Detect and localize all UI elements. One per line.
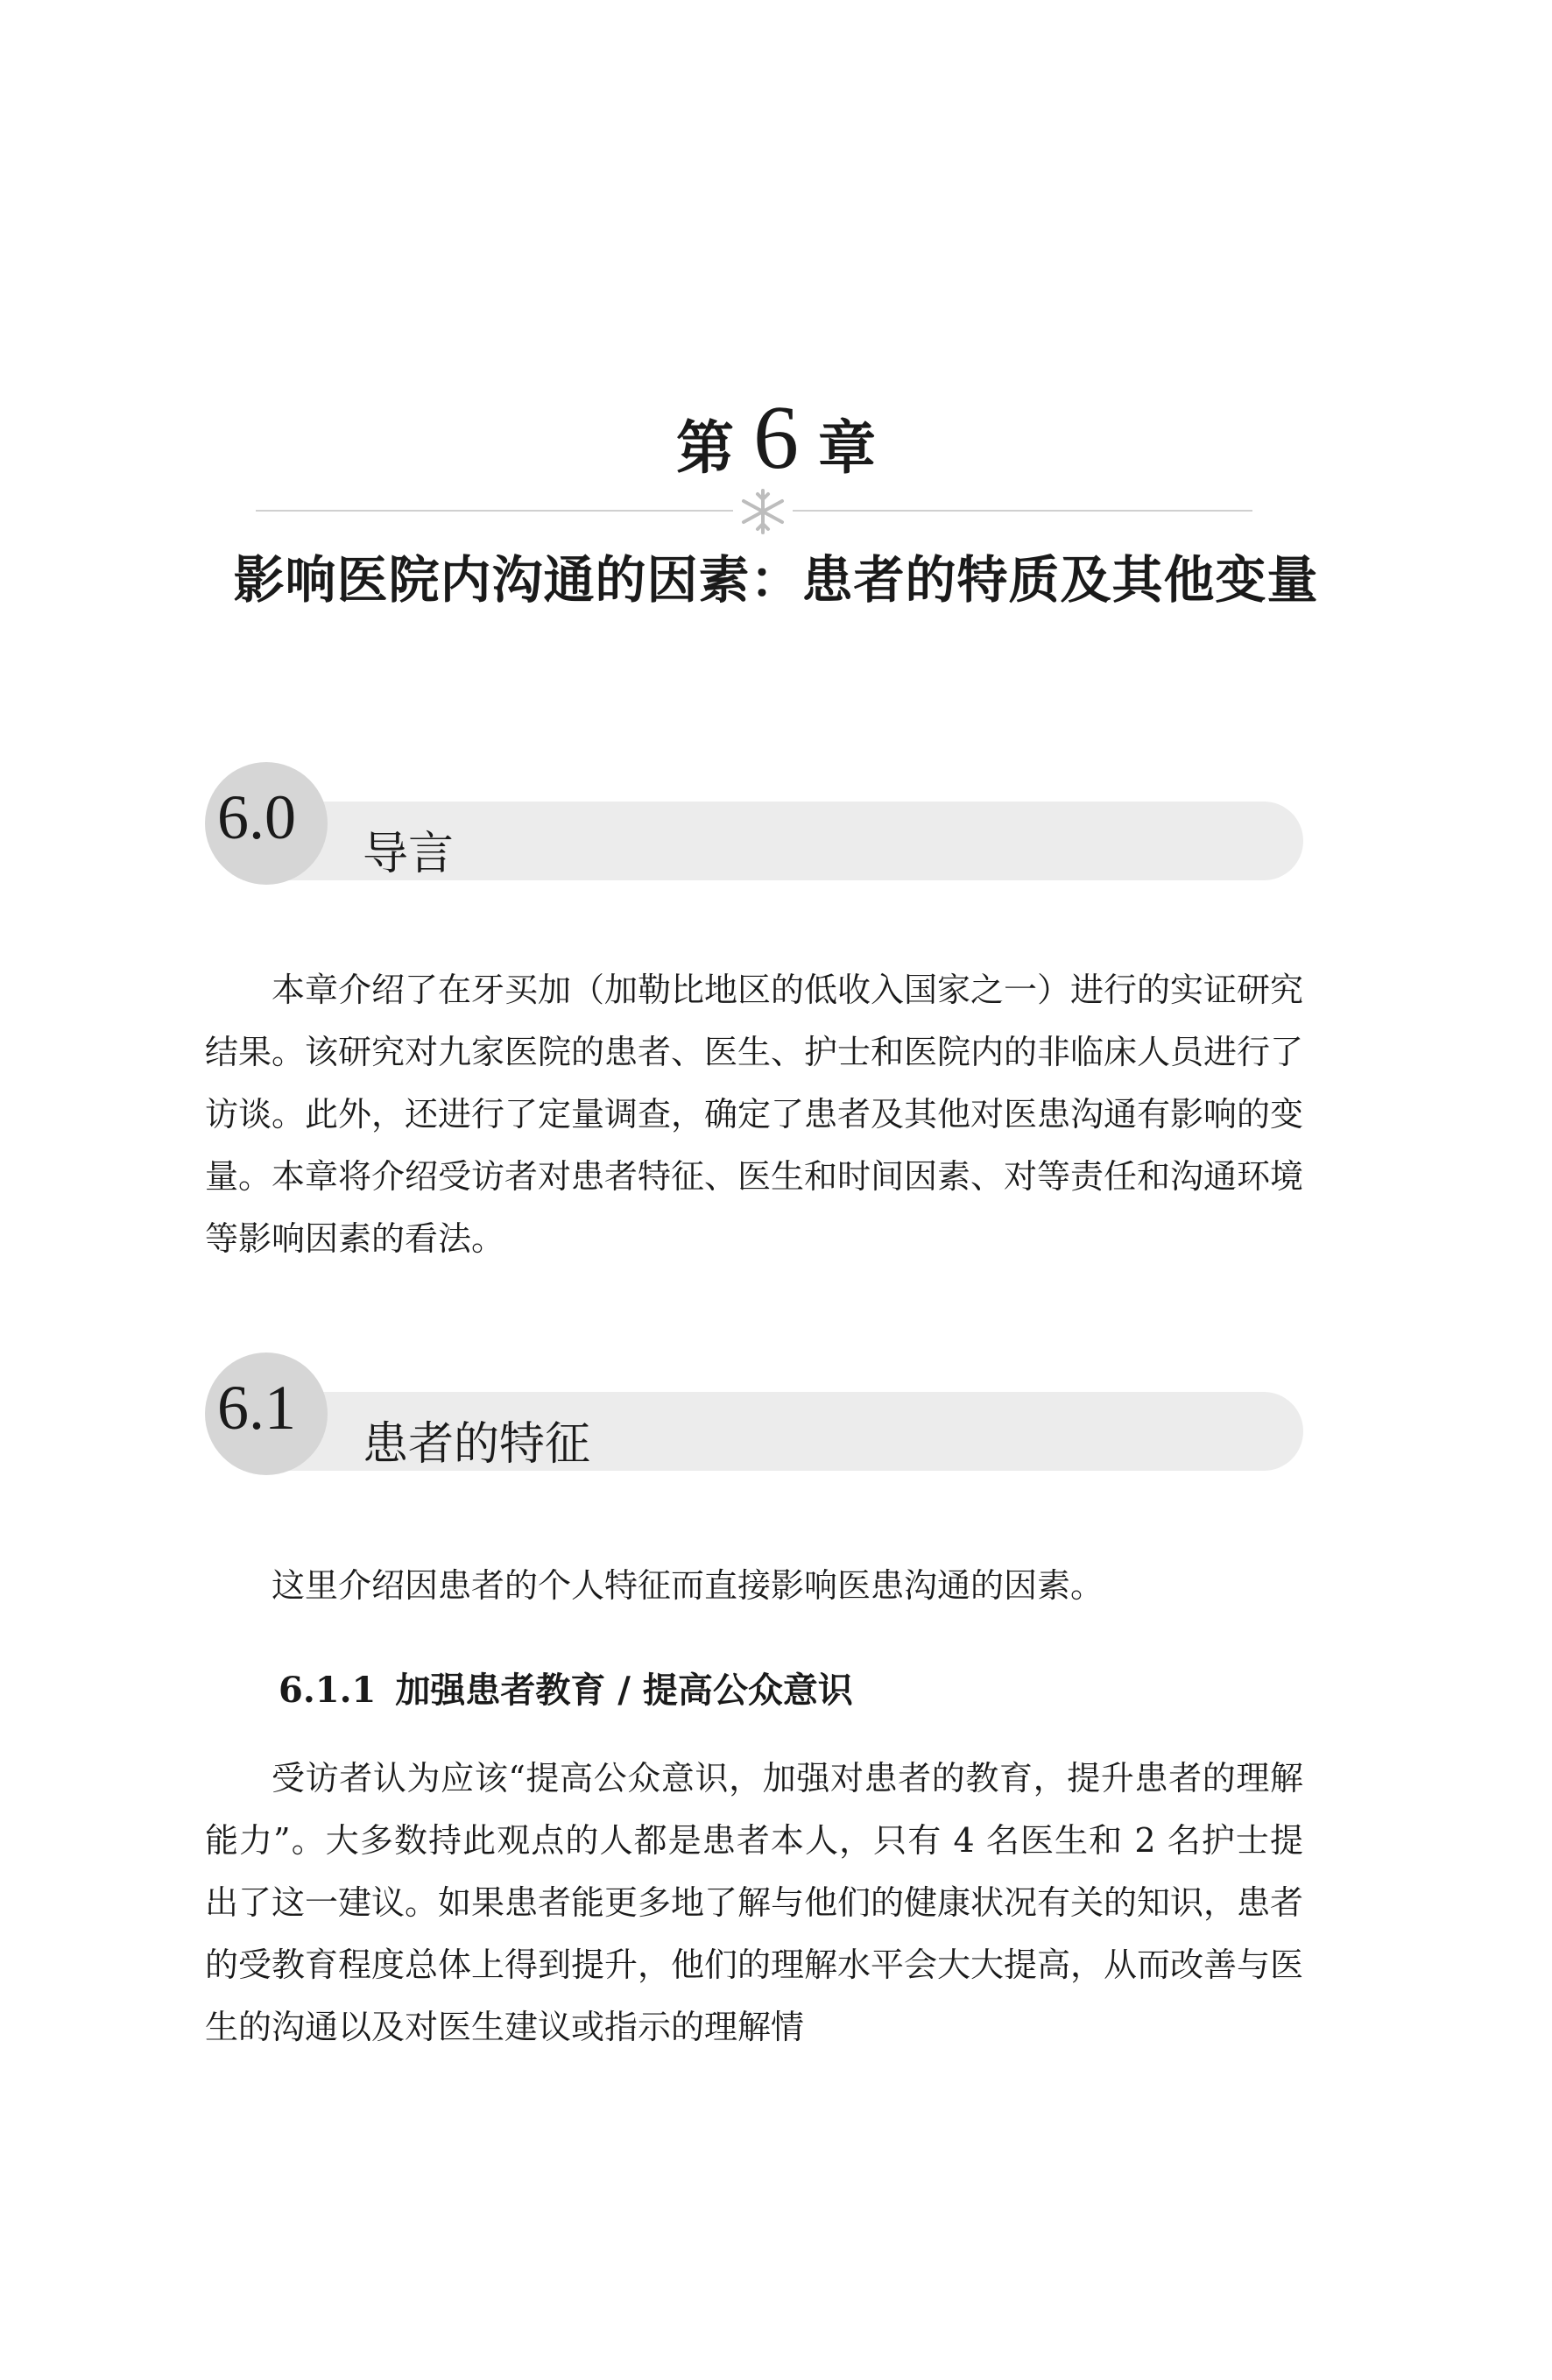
chapter-title: 影响医院内沟通的因素：患者的特质及其他变量: [233, 550, 1319, 610]
subsection-number: 6.1.1: [279, 1670, 377, 1711]
chapter-heading: [0, 385, 1552, 488]
chapter-suffix: 章: [818, 413, 876, 482]
subsection-heading: [279, 1663, 853, 1713]
section-title: 患者的特征: [363, 1418, 591, 1471]
chapter-prefix: 第: [676, 413, 734, 482]
subsection-title: 加强患者教育 / 提高公众意识: [395, 1670, 853, 1711]
education-paragraph: 受访者认为应该“提高公众意识，加强对患者的教育，提升患者的理解能力”。大多数持此观点的人都是患者本人，只有 4 名医生和 2 名护士提出了这一建议。如果患者能更多地了解与他们的健康状况有关的知识，患者的受教育程度总体上得到提升，他们的理解水平会大大提高，从而改善与医生的沟通以及对医生建议或指示的理解情: [205, 1759, 1304, 2046]
section-title: 导言: [363, 828, 455, 880]
intro-paragraph: 本章介绍了在牙买加（加勒比地区的低收入国家之一）进行的实证研究结果。该研究对九家医院的患者、医生、护士和医院内的非临床人员进行了访谈。此外，还进行了定量调查，确定了患者及其他对医患沟通有影响的变量。本章将介绍受访者对患者特征、医生和时间因素、对等责任和沟通环境等影响因素的看法。: [205, 971, 1304, 1258]
chapter-number: 6: [753, 387, 799, 488]
section-number: 6.0: [217, 782, 296, 852]
patient-intro-paragraph: 这里介绍因患者的个人特征而直接影响医患沟通的因素。: [272, 1566, 1104, 1605]
snowflake-ornament-icon: [737, 487, 789, 536]
section-banner-intro: [205, 762, 1303, 885]
divider-right: [793, 510, 1252, 512]
section-banner-patient: [205, 1352, 1303, 1475]
divider-left: [256, 510, 733, 512]
section-number: 6.1: [217, 1373, 296, 1443]
